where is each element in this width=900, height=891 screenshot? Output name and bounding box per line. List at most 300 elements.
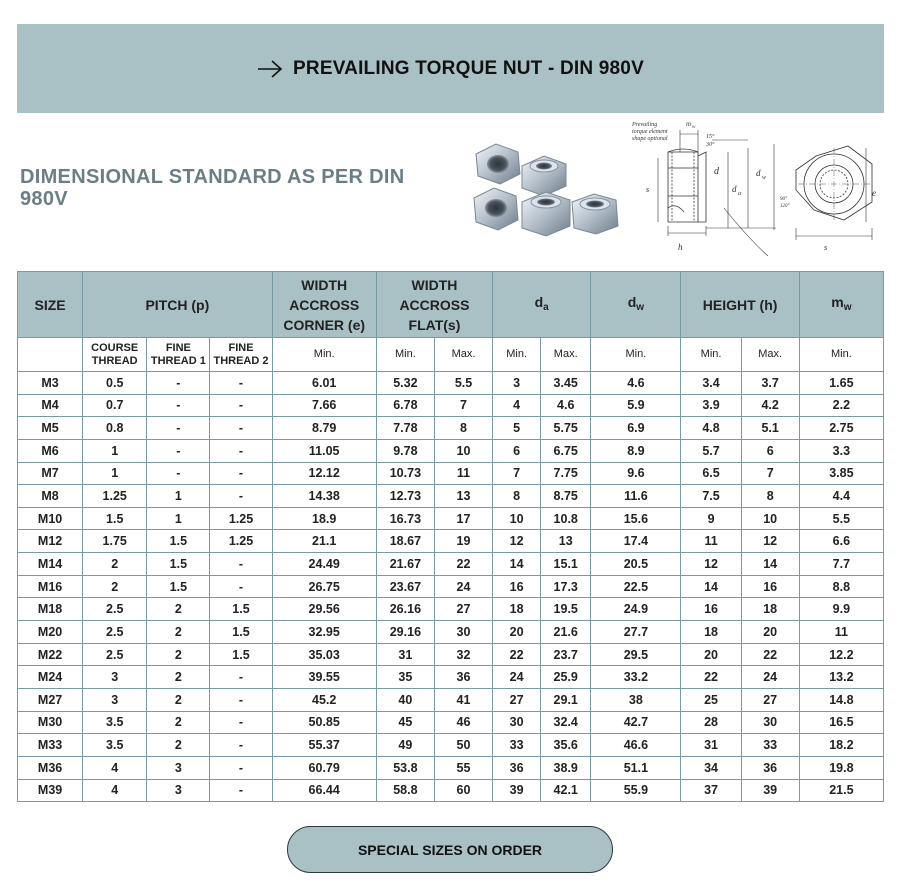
table-cell: 3 [83, 688, 147, 711]
drawing-label-shape: shape optional [632, 136, 668, 142]
table-cell: 21.5 [799, 779, 883, 802]
table-cell: 13 [434, 485, 492, 508]
table-row [18, 417, 884, 440]
table-cell: 2 [83, 575, 147, 598]
table-cell: 10 [434, 439, 492, 462]
table-cell: 12.73 [376, 485, 434, 508]
table-cell: 12.2 [799, 643, 883, 666]
table-cell: 11.6 [591, 485, 681, 508]
table-cell: 55.9 [591, 779, 681, 802]
table-cell: 0.5 [83, 372, 147, 395]
table-cell: M16 [18, 575, 83, 598]
header-da-symbol: d [534, 293, 544, 310]
drawing-label-s: s [646, 185, 650, 194]
table-cell: 14.8 [799, 688, 883, 711]
drawing-label-30deg: 30° [706, 142, 715, 148]
table-cell: 9.9 [799, 598, 883, 621]
header-mw-symbol: m [831, 293, 844, 310]
table-cell: 5.75 [541, 417, 591, 440]
table-cell: 8 [741, 485, 799, 508]
subheader-fine-thread-2: FINE THREAD 2 [210, 338, 272, 372]
table-cell: 14 [741, 553, 799, 576]
table-cell: 25 [681, 688, 741, 711]
standard-subheading: DIMENSIONAL STANDARD AS PER DIN 980V [20, 166, 405, 210]
nut-3 [474, 188, 518, 230]
table-cell: 25.9 [541, 666, 591, 689]
table-cell: 7 [493, 462, 541, 485]
table-cell: 40 [376, 688, 434, 711]
table-cell: 2.5 [83, 598, 147, 621]
table-cell: - [210, 688, 272, 711]
table-cell: 9.6 [591, 462, 681, 485]
table-row [18, 688, 884, 711]
table-row [18, 372, 884, 395]
table-cell: - [210, 756, 272, 779]
table-cell: 18 [741, 598, 799, 621]
nut-1 [476, 144, 520, 184]
dimension-table [17, 271, 884, 802]
table-cell: 18.67 [376, 530, 434, 553]
table-row [18, 553, 884, 576]
table-header-row [18, 272, 884, 338]
table-cell: 36 [434, 666, 492, 689]
subheader-mw-min: Min. [799, 338, 883, 372]
drawing-label-h: h [678, 242, 683, 252]
table-cell: 7.75 [541, 462, 591, 485]
table-cell: 8.8 [799, 575, 883, 598]
title-banner [17, 24, 884, 113]
table-row [18, 711, 884, 734]
table-cell: 55.37 [272, 734, 376, 757]
table-cell: - [210, 462, 272, 485]
table-cell: 17 [434, 507, 492, 530]
table-row [18, 462, 884, 485]
table-cell: 7.5 [681, 485, 741, 508]
table-cell: 14.38 [272, 485, 376, 508]
table-cell: 7.66 [272, 394, 376, 417]
table-cell: 21.1 [272, 530, 376, 553]
header-da [493, 272, 591, 338]
table-cell: 41 [434, 688, 492, 711]
table-cell: M12 [18, 530, 83, 553]
table-cell: 19 [434, 530, 492, 553]
header-size: SIZE [18, 272, 83, 338]
special-sizes-button[interactable]: SPECIAL SIZES ON ORDER [287, 826, 613, 873]
table-cell: 46 [434, 711, 492, 734]
drawing-label-120deg: 120° [780, 204, 790, 209]
table-cell: 1.5 [147, 553, 210, 576]
drawing-label-dw: d [756, 168, 761, 178]
subheader-da-min: Min. [493, 338, 541, 372]
table-cell: M24 [18, 666, 83, 689]
table-cell: 1.65 [799, 372, 883, 395]
table-cell: 17.3 [541, 575, 591, 598]
table-cell: 6.78 [376, 394, 434, 417]
table-cell: 38 [591, 688, 681, 711]
header-height: HEIGHT (h) [681, 272, 799, 338]
table-cell: 3.3 [799, 439, 883, 462]
table-cell: 20 [681, 643, 741, 666]
table-row [18, 598, 884, 621]
table-row [18, 756, 884, 779]
table-cell: 3.45 [541, 372, 591, 395]
table-cell: 22 [434, 553, 492, 576]
table-cell: 5 [493, 417, 541, 440]
table-body [18, 372, 884, 802]
table-cell: 29.1 [541, 688, 591, 711]
table-cell: 22 [741, 643, 799, 666]
table-cell: 6.5 [681, 462, 741, 485]
table-cell: 8 [434, 417, 492, 440]
table-cell: 39 [741, 779, 799, 802]
table-cell: 39.55 [272, 666, 376, 689]
table-cell: 20 [741, 621, 799, 644]
table-cell: 1.5 [210, 621, 272, 644]
technical-drawing [628, 118, 884, 263]
table-cell: 4 [83, 756, 147, 779]
subheader-course-thread: COURSE THREAD [83, 338, 147, 372]
table-cell: 5.5 [799, 507, 883, 530]
table-cell: 16 [493, 575, 541, 598]
table-cell: 16 [741, 575, 799, 598]
table-cell: M18 [18, 598, 83, 621]
table-cell: 1.5 [147, 530, 210, 553]
table-cell: 1.5 [147, 575, 210, 598]
table-cell: 28 [681, 711, 741, 734]
table-cell: 33 [493, 734, 541, 757]
drawing-label-90deg: 90° [780, 197, 787, 202]
subheader-dw-min: Min. [591, 338, 681, 372]
table-cell: 27.7 [591, 621, 681, 644]
table-cell: M30 [18, 711, 83, 734]
table-cell: 18 [493, 598, 541, 621]
table-cell: 3 [147, 779, 210, 802]
table-cell: 7.78 [376, 417, 434, 440]
table-cell: 66.44 [272, 779, 376, 802]
table-cell: 3.85 [799, 462, 883, 485]
table-cell: - [210, 779, 272, 802]
table-cell: 32 [434, 643, 492, 666]
header-mw-subscript: w [843, 301, 852, 313]
table-cell: 4.4 [799, 485, 883, 508]
table-cell: 46.6 [591, 734, 681, 757]
table-cell: 60.79 [272, 756, 376, 779]
table-cell: 6 [741, 439, 799, 462]
table-cell: 21.67 [376, 553, 434, 576]
table-cell: 2 [147, 643, 210, 666]
table-cell: 3.5 [83, 711, 147, 734]
table-cell: 15.1 [541, 553, 591, 576]
arrow-right-icon [257, 59, 283, 79]
table-cell: 24 [434, 575, 492, 598]
table-cell: 35.6 [541, 734, 591, 757]
table-cell: M14 [18, 553, 83, 576]
table-cell: 24.49 [272, 553, 376, 576]
table-cell: 1.5 [210, 643, 272, 666]
table-cell: 2.5 [83, 643, 147, 666]
table-cell: 29.16 [376, 621, 434, 644]
table-cell: 39 [493, 779, 541, 802]
table-cell: M39 [18, 779, 83, 802]
table-cell: 4.6 [591, 372, 681, 395]
table-cell: 8 [493, 485, 541, 508]
table-cell: 49 [376, 734, 434, 757]
table-cell: 20 [493, 621, 541, 644]
subheader-h-min: Min. [681, 338, 741, 372]
table-cell: 55 [434, 756, 492, 779]
table-cell: 12.12 [272, 462, 376, 485]
table-cell: 45.2 [272, 688, 376, 711]
table-cell: 2.2 [799, 394, 883, 417]
table-cell: 1 [83, 462, 147, 485]
table-cell: 5.32 [376, 372, 434, 395]
header-mw [799, 272, 883, 338]
table-cell: - [210, 575, 272, 598]
table-cell: M4 [18, 394, 83, 417]
table-cell: 53.8 [376, 756, 434, 779]
table-cell: 1.75 [83, 530, 147, 553]
table-cell: 5.9 [591, 394, 681, 417]
table-cell: 24 [741, 666, 799, 689]
table-cell: 11.05 [272, 439, 376, 462]
header-dw-symbol: d [627, 293, 637, 310]
table-cell: 31 [376, 643, 434, 666]
table-cell: - [210, 734, 272, 757]
drawing-label-mw-sub: w [692, 125, 696, 130]
table-row [18, 666, 884, 689]
table-cell: 29.56 [272, 598, 376, 621]
table-cell: 18 [681, 621, 741, 644]
table-row [18, 643, 884, 666]
table-cell: 3.9 [681, 394, 741, 417]
table-cell: 17.4 [591, 530, 681, 553]
table-cell: 16.73 [376, 507, 434, 530]
table-cell: 3 [147, 756, 210, 779]
table-cell: - [147, 394, 210, 417]
table-cell: 6.75 [541, 439, 591, 462]
table-cell: 24 [493, 666, 541, 689]
table-cell: - [210, 485, 272, 508]
table-cell: 3.5 [83, 734, 147, 757]
table-cell: 26.75 [272, 575, 376, 598]
table-cell: 36 [493, 756, 541, 779]
table-cell: 12 [493, 530, 541, 553]
table-cell: 6.6 [799, 530, 883, 553]
table-cell: 9 [681, 507, 741, 530]
table-cell: 11 [799, 621, 883, 644]
table-cell: 8.9 [591, 439, 681, 462]
table-cell: 4 [83, 779, 147, 802]
header-width-flat: WIDTH ACCROSS FLAT(s) [376, 272, 492, 338]
nut-product-photo [466, 140, 626, 240]
nut-5 [572, 194, 618, 234]
table-cell: 13 [541, 530, 591, 553]
table-cell: 42.7 [591, 711, 681, 734]
table-cell: 2.5 [83, 621, 147, 644]
table-cell: 26.16 [376, 598, 434, 621]
table-cell: - [210, 439, 272, 462]
table-cell: 21.6 [541, 621, 591, 644]
table-cell: 23.7 [541, 643, 591, 666]
table-cell: 20.5 [591, 553, 681, 576]
table-cell: - [210, 394, 272, 417]
table-cell: 1.5 [83, 507, 147, 530]
table-cell: M5 [18, 417, 83, 440]
table-cell: 16 [681, 598, 741, 621]
table-row [18, 507, 884, 530]
table-cell: 5.5 [434, 372, 492, 395]
table-cell: 2 [147, 621, 210, 644]
table-cell: 0.7 [83, 394, 147, 417]
table-cell: 1.25 [210, 507, 272, 530]
nut-2 [522, 156, 566, 196]
drawing-label-s-side: s [824, 243, 828, 252]
table-cell: 12 [681, 553, 741, 576]
table-cell: 3.4 [681, 372, 741, 395]
table-cell: 1 [83, 439, 147, 462]
table-row [18, 530, 884, 553]
table-cell: 50.85 [272, 711, 376, 734]
table-cell: 31 [681, 734, 741, 757]
table-cell: 32.4 [541, 711, 591, 734]
table-cell: 58.8 [376, 779, 434, 802]
table-cell: 1.25 [210, 530, 272, 553]
page-title-text: PREVAILING TORQUE NUT - DIN 980V [293, 57, 644, 79]
drawing-label-15deg: 15° [706, 134, 715, 140]
table-cell: 1 [147, 485, 210, 508]
table-cell: 22 [493, 643, 541, 666]
table-cell: 7 [434, 394, 492, 417]
table-cell: 32.95 [272, 621, 376, 644]
page-title [257, 58, 644, 80]
table-cell: 1.5 [210, 598, 272, 621]
table-cell: 11 [681, 530, 741, 553]
table-row [18, 779, 884, 802]
table-cell: 2 [147, 734, 210, 757]
table-cell: 7 [741, 462, 799, 485]
table-cell: 6 [493, 439, 541, 462]
table-cell: 24.9 [591, 598, 681, 621]
table-cell: 3.7 [741, 372, 799, 395]
table-row [18, 621, 884, 644]
table-cell: 34 [681, 756, 741, 779]
table-cell: 60 [434, 779, 492, 802]
table-row [18, 439, 884, 462]
table-cell: M27 [18, 688, 83, 711]
table-cell: 4 [493, 394, 541, 417]
table-cell: 11 [434, 462, 492, 485]
table-cell: 9.78 [376, 439, 434, 462]
table-cell: 50 [434, 734, 492, 757]
table-cell: 1 [147, 507, 210, 530]
table-cell: 10.73 [376, 462, 434, 485]
table-cell: 3 [493, 372, 541, 395]
table-cell: 5.1 [741, 417, 799, 440]
table-cell: 10.8 [541, 507, 591, 530]
table-cell: 8.79 [272, 417, 376, 440]
table-cell: - [147, 462, 210, 485]
table-cell: 8.75 [541, 485, 591, 508]
table-cell: 22.5 [591, 575, 681, 598]
table-cell: 27 [493, 688, 541, 711]
table-cell: 35.03 [272, 643, 376, 666]
table-cell: 36 [741, 756, 799, 779]
drawing-label-da: d [732, 184, 737, 194]
table-cell: 35 [376, 666, 434, 689]
table-row [18, 575, 884, 598]
table-cell: 4.6 [541, 394, 591, 417]
table-cell: 7.7 [799, 553, 883, 576]
table-cell: M22 [18, 643, 83, 666]
table-cell: 12 [741, 530, 799, 553]
table-cell: 2 [147, 598, 210, 621]
table-cell: 2.75 [799, 417, 883, 440]
table-cell: - [147, 439, 210, 462]
table-cell: 4.8 [681, 417, 741, 440]
table-cell: 30 [741, 711, 799, 734]
table-row [18, 485, 884, 508]
table-cell: 33 [741, 734, 799, 757]
table-cell: 19.5 [541, 598, 591, 621]
header-pitch: PITCH (p) [83, 272, 272, 338]
drawing-label-prevailing: Prevailing [632, 122, 658, 128]
table-cell: 18.9 [272, 507, 376, 530]
header-dw-subscript: w [636, 301, 645, 313]
table-cell: 23.67 [376, 575, 434, 598]
table-cell: 6.01 [272, 372, 376, 395]
table-cell: 29.5 [591, 643, 681, 666]
table-cell: 51.1 [591, 756, 681, 779]
subheader-da-max: Max. [541, 338, 591, 372]
table-cell: M20 [18, 621, 83, 644]
drawing-label-torque: torque element [632, 129, 668, 135]
subheader-fine-thread-1: FINE THREAD 1 [147, 338, 210, 372]
drawing-label-e: e [872, 188, 876, 198]
table-cell: 30 [493, 711, 541, 734]
table-cell: 0.8 [83, 417, 147, 440]
drawing-label-mw: m [686, 120, 692, 128]
drawing-label-d: d [714, 166, 719, 177]
subheader-empty [18, 338, 83, 372]
table-cell: 2 [147, 666, 210, 689]
table-cell: - [147, 417, 210, 440]
table-cell: M6 [18, 439, 83, 462]
table-cell: 15.6 [591, 507, 681, 530]
table-cell: 14 [681, 575, 741, 598]
table-row [18, 394, 884, 417]
table-row [18, 734, 884, 757]
table-cell: 27 [434, 598, 492, 621]
table-cell: 18.2 [799, 734, 883, 757]
table-cell: 2 [83, 553, 147, 576]
table-cell: 33.2 [591, 666, 681, 689]
table-cell: - [210, 372, 272, 395]
subheader-e-min: Min. [272, 338, 376, 372]
table-cell: 27 [741, 688, 799, 711]
table-cell: - [147, 372, 210, 395]
table-subheader-row [18, 338, 884, 372]
subheader-s-min: Min. [376, 338, 434, 372]
table-cell: 14 [493, 553, 541, 576]
table-cell: M7 [18, 462, 83, 485]
table-cell: 6.9 [591, 417, 681, 440]
table-cell: M33 [18, 734, 83, 757]
table-cell: 2 [147, 711, 210, 734]
table-cell: 19.8 [799, 756, 883, 779]
subheader-s-max: Max. [434, 338, 492, 372]
table-cell: M36 [18, 756, 83, 779]
table-cell: - [210, 417, 272, 440]
